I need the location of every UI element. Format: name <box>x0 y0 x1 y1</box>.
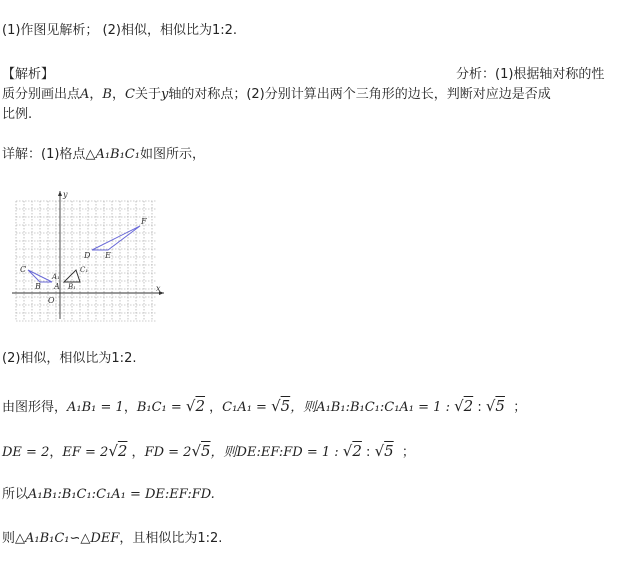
coordinate-figure <box>8 183 168 323</box>
analysis-line3: 比例. <box>2 107 33 122</box>
label-e: E <box>105 251 111 260</box>
eq2-colon: : <box>361 445 375 460</box>
detail-p2: (2)相似，相似比为1:2. <box>2 351 137 366</box>
eq1-a: A₁B₁ = 1 <box>67 400 124 415</box>
label-y: y <box>63 190 68 199</box>
sqrt-icon: √5 <box>374 442 394 460</box>
sqrt-icon: √2 <box>454 397 474 415</box>
similar-icon: ∽△ <box>69 531 91 546</box>
eq2-c: FD = 2 <box>144 445 192 460</box>
detail-line1 <box>2 146 205 164</box>
so-pre: 所以 <box>2 487 29 502</box>
answer-line: (1)作图见解析； (2)相似，相似比为1:2. <box>2 23 238 38</box>
analysis-label-row <box>456 66 604 84</box>
sqrt-icon: √5 <box>485 397 505 415</box>
label-b: B <box>35 282 41 291</box>
analysis-part2d: (2)分别计算出两个三角形的边长，判断对应边是否成 <box>246 87 551 102</box>
triangle-def <box>92 226 140 250</box>
analysis-part2b: 关于 <box>134 87 161 102</box>
point-c: C <box>125 87 135 102</box>
analysis-line2: 质分别画出点A，B，C关于y轴的对称点；(2)分别计算出两个三角形的边长，判断对应边是否成 <box>2 87 551 102</box>
label-origin: O <box>48 296 55 305</box>
eq2-b: EF = 2 <box>62 445 109 460</box>
point-a: A <box>80 87 90 102</box>
triangle-a1b1c1: A₁B₁C₁ <box>95 147 140 162</box>
label-x: x <box>156 284 161 293</box>
equation-line2: DE = 2，EF = 2√2 ，FD = 2√5，则DE:EF:FD = 1 : √2 : √5 ； <box>2 442 415 460</box>
so-line <box>2 486 215 504</box>
analysis-part2c: 轴的对称点； <box>168 87 247 102</box>
sqrt-icon: √5 <box>191 442 211 460</box>
equation-line1: 由图形得，A₁B₁ = 1，B₁C₁ = √2 ，C₁A₁ = √5，则A₁B₁:B₁C₁:C₁A₁ = 1 : √2 : √5 ； <box>2 397 527 415</box>
so-body: A₁B₁:B₁C₁:C₁A₁ = DE:EF:FD. <box>28 487 215 502</box>
label-f: F <box>141 217 147 226</box>
analysis-part1: (1)根据轴对称的性 <box>495 67 605 82</box>
final-pre: 则△ <box>2 531 25 546</box>
analysis-tag: 【解析】 <box>2 67 55 82</box>
sqrt-icon: √2 <box>185 397 206 415</box>
eq1-colon: : <box>473 400 486 415</box>
label-d: D <box>84 251 91 260</box>
sqrt-icon: √5 <box>271 397 291 415</box>
analysis-label: 分析： <box>456 67 496 82</box>
final-tri: A₁B₁C₁ <box>25 531 70 546</box>
detail-p1: (1)格点△ <box>41 147 96 162</box>
eq2-then: ，则DE:EF:FD = 1 : <box>210 445 343 460</box>
label-b1: B₁ <box>68 283 76 291</box>
eq2-a: DE = 2 <box>2 445 50 460</box>
final-line <box>2 530 222 548</box>
final-post: ，且相似比为1:2. <box>119 531 223 546</box>
axis-y-ref: y <box>160 87 169 102</box>
point-b: B <box>102 87 112 102</box>
analysis-part2a: 质分别画出点 <box>2 87 81 102</box>
eq1-pre: 由图形得， <box>2 400 68 415</box>
label-a1: A₁ <box>52 273 60 281</box>
final-def: DEF <box>90 531 120 546</box>
eq1-b: B₁C₁ = <box>136 400 186 415</box>
detail-label: 详解： <box>2 147 42 162</box>
grid <box>16 201 156 321</box>
label-c1: C₁ <box>80 266 89 274</box>
detail-p1b: 如图所示， <box>139 147 205 162</box>
y-axis-arrow-icon <box>58 191 62 196</box>
sqrt-icon: √2 <box>342 442 362 460</box>
label-c: C <box>20 265 27 274</box>
sqrt-icon: √2 <box>108 442 128 460</box>
label-a: A <box>54 282 60 291</box>
eq1-then: ，则A₁B₁:B₁C₁:C₁A₁ = 1 : <box>290 400 455 415</box>
eq1-c: C₁A₁ = <box>222 400 272 415</box>
